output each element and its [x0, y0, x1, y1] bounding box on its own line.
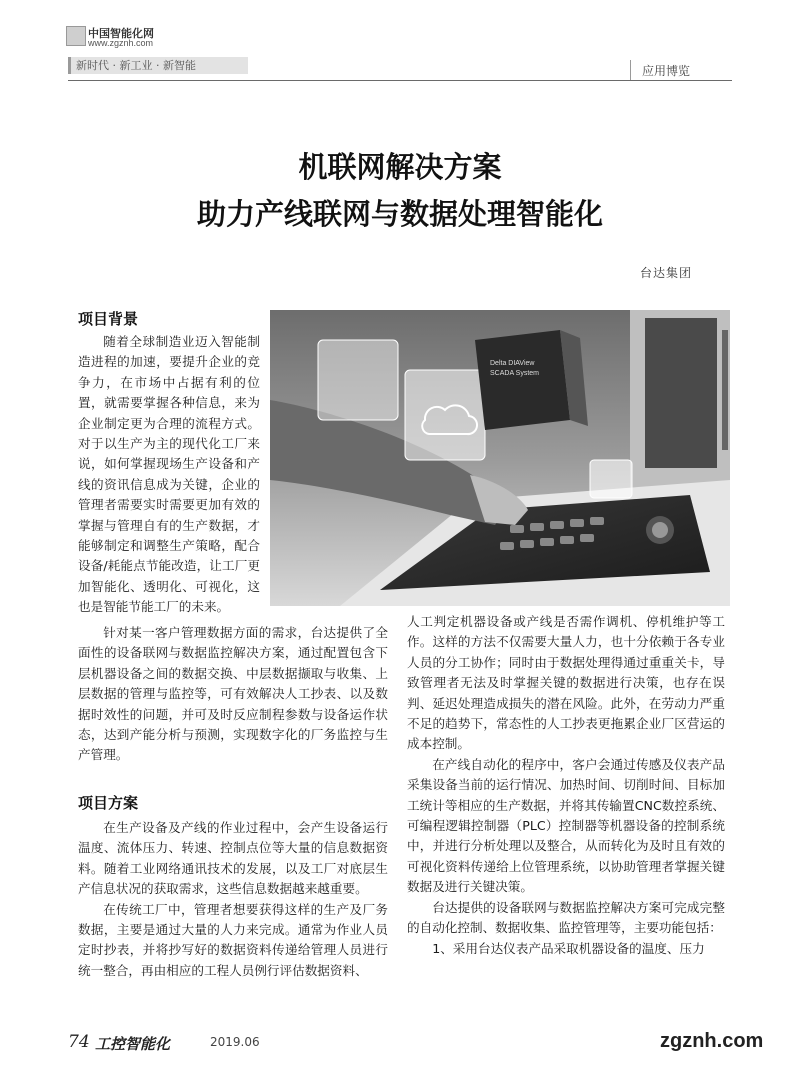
- right-paragraph-3: 台达提供的设备联网与数据监控解决方案可完成完整的自动化控制、数据收集、监控管理等，主要功能包括：: [407, 899, 725, 936]
- header-divider: [630, 60, 631, 80]
- panel-key: [520, 540, 534, 548]
- background-col-wide: [78, 623, 388, 766]
- panel-key: [510, 525, 524, 533]
- magazine-name: 工控智能化: [95, 1035, 171, 1053]
- panel-key: [590, 517, 604, 525]
- solution-col: [78, 818, 388, 981]
- solution-paragraph-1: 在生产设备及产线的作业过程中，会产生设备运行温度、流体压力、转速、控制点位等大量的信息数据资料。随着工业网络通讯技术的发展，以及工厂对底层生产信息状况的获取需求，这些信息数据越来越重要。: [78, 820, 388, 897]
- watermark: zgznh.com: [660, 1030, 764, 1052]
- emergency-knob-cap: [652, 522, 668, 538]
- panel-key: [530, 523, 544, 531]
- background-col-narrow: [78, 332, 260, 618]
- article-title-line2: 助力产线联网与数据处理智能化: [196, 197, 603, 231]
- panel-key: [540, 538, 554, 546]
- right-paragraph-4: 1、采用台达仪表产品采取机器设备的温度、压力: [432, 940, 705, 956]
- software-box-label-2: SCADA System: [490, 370, 540, 377]
- solution-paragraph-2: 在传统工厂中，管理者想要获得这样的生产及厂务数据，主要是通过大量的人力来完成。通常为作业人员定时抄表，并将抄写好的数据资料传递给管理人员进行统一整合，再由相应的工程人员例行评估数据资料、: [78, 901, 388, 978]
- background-paragraph-2: 针对某一客户管理数据方面的需求，台达提供了全面性的设备联网与数据监控解决方案，通过配置包含下层机器设备之间的数据交换、中层数据撷取与收集、上层数据的管理与监控等，可有效解决人工抄表、以及数据时效性的问题，并可及时反应制程参数与设备运作状态，达到产能分析与预测，实现数字化的厂务监控与生产管理。: [78, 625, 388, 763]
- article-photo: [270, 310, 730, 606]
- floating-screen-left: [318, 340, 398, 420]
- header-rule: [68, 80, 732, 81]
- right-column: [407, 612, 725, 959]
- article-title-line1: 机联网解决方案: [298, 150, 502, 184]
- heading-background: 项目背景: [78, 310, 139, 328]
- floating-cube: [590, 460, 632, 498]
- header-slogan: 新时代 · 新工业 · 新智能: [68, 57, 248, 74]
- issue-date: 2019.06: [210, 1035, 260, 1049]
- software-box-label-1: Delta DIAView: [490, 360, 535, 367]
- machine-screen: [645, 318, 717, 468]
- page-number: 74: [68, 1032, 90, 1052]
- panel-key: [560, 536, 574, 544]
- right-paragraph-2: 在产线自动化的程序中，客户会通过传感及仪表产品采集设备当前的运行情况、加热时间、切削时间、目标加工统计等相应的生产数据，并将其传输置CNC数控系统、可编程逻辑控制器（PLC）控制器等机器设备的控制系统中，并进行分析处理以及整合，从而转化为及时且有效的可视化资料传递给上位管理系统，以协助管理者掌握关键数据及进行关键决策。: [407, 756, 725, 895]
- section-tag: 应用博览: [642, 64, 691, 78]
- heading-solution: 项目方案: [78, 794, 139, 812]
- background-paragraph-1: 随着全球制造业迈入智能制造进程的加速，要提升企业的竞争力，在市场中占据有利的位置，就需要掌握各种信息，来为企业制定更为合理的流程方式。对于以生产为主的现代化工厂来说，如何掌握现场生产设备和产线的资讯信息成为关键，企业的管理者需要实时需要更加有效的掌握与管理自有的生产数据，才能够制定和调整生产策略，配合设备/耗能点节能改造，让工厂更加智能化、透明化、可视化，这也是智能节能工厂的未来。: [78, 334, 260, 615]
- article-author: 台达集团: [640, 266, 693, 280]
- software-box: [475, 330, 570, 430]
- machine-side-buttons: [722, 330, 728, 450]
- panel-key: [570, 519, 584, 527]
- site-url: www.zgznh.com: [88, 38, 154, 48]
- panel-key: [580, 534, 594, 542]
- panel-key: [550, 521, 564, 529]
- right-paragraph-1: 人工判定机器设备或产线是否需作调机、停机维护等工作。这样的方法不仅需要大量人力，也十分依赖于各专业人员的分工协作；同时由于数据处理得通过重重关卡，导致管理者无法及时掌握关键的数据进行决策，也存在误判、延迟处理造成损失的潜在风险。此外，在劳动力严重不足的趋势下，常态性的人工抄表更拖累企业厂区营运的成本控制。: [407, 614, 725, 752]
- site-name: 中国智能化网: [88, 27, 154, 40]
- panel-key: [500, 542, 514, 550]
- floating-screen-cloud: [405, 370, 485, 460]
- site-logo-icon: [66, 26, 86, 46]
